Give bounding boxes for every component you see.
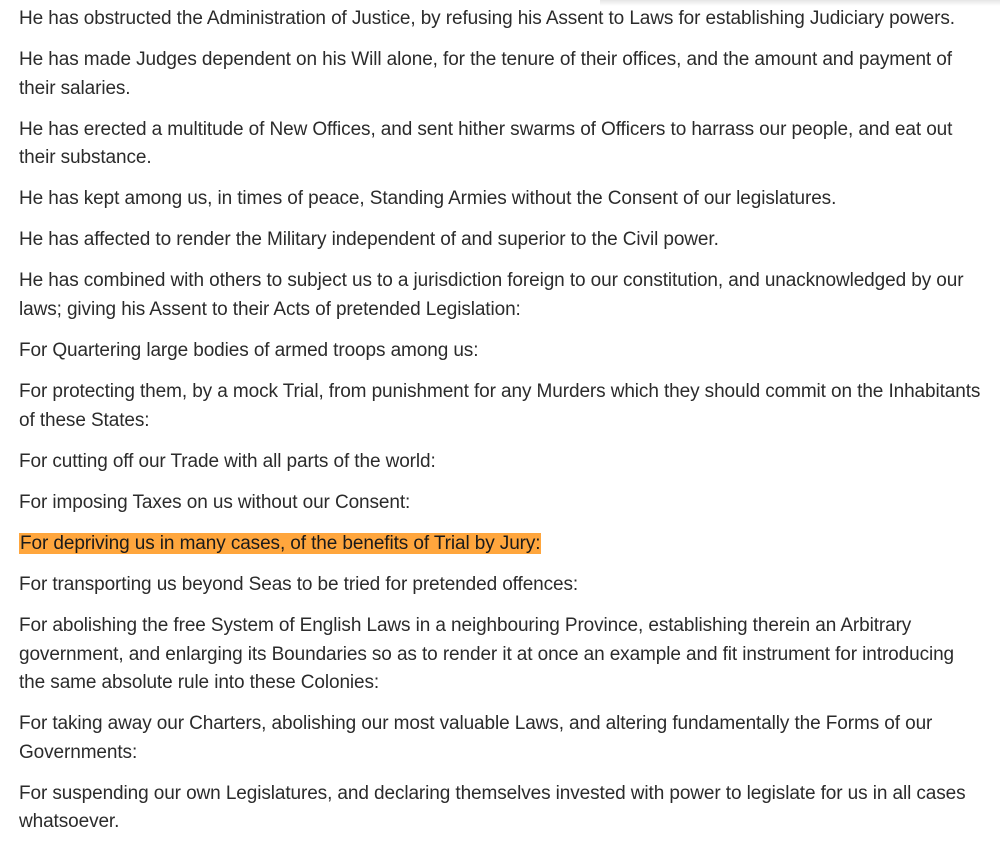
paragraph-15: For suspending our own Legislatures, and declaring themselves invested with power to legislate for us in all cases whatsoever. [19, 782, 966, 833]
document-body [19, 5, 985, 849]
paragraph-11-highlighted[interactable] [19, 530, 985, 559]
paragraph-1: He has obstructed the Administration of Justice, by refusing his Assent to Laws for establishing Judiciary powers. [19, 8, 955, 29]
paragraph-6: He has combined with others to subject us to a jurisdiction foreign to our constitution, and unacknowledged by our laws; giving his Assent to their Acts of pretended Legislation: [19, 270, 964, 320]
paragraph-8: For protecting them, by a mock Trial, from punishment for any Murders which they should commit on the Inhabitants of these States: [19, 381, 981, 431]
paragraph-10: For imposing Taxes on us without our Consent: [19, 491, 411, 513]
paragraph-4: He has kept among us, in times of peace, Standing Armies without the Consent of our legislatures. [19, 188, 837, 210]
paragraph-14: For taking away our Charters, abolishing our most valuable Laws, and altering fundamentally the Forms of our Governments: [19, 713, 933, 763]
paragraph-2: He has made Judges dependent on his Will alone, for the tenure of their offices, and the amount and payment of their salaries. [19, 49, 952, 99]
paragraph-12: For transporting us beyond Seas to be tried for pretended offences: [19, 574, 579, 596]
paragraph-5: He has affected to render the Military independent of and superior to the Civil power. [19, 229, 719, 251]
paragraph-13: For abolishing the free System of English Laws in a neighbouring Province, establishing therein an Arbitrary government, and enlarging its Boundaries so as to render it at once an example and fit instrument for introducing the same absolute rule into these Colonies: [19, 615, 955, 694]
paragraph-7: For Quartering large bodies of armed troops among us: [19, 340, 479, 362]
paragraph-3: He has erected a multitude of New Offices, and sent hither swarms of Officers to harrass our people, and eat out their substance. [19, 118, 953, 169]
text-highlight[interactable]: For depriving us in many cases, of the benefits of Trial by Jury: [20, 532, 541, 554]
paragraph-9: For cutting off our Trade with all parts of the world: [19, 450, 436, 472]
